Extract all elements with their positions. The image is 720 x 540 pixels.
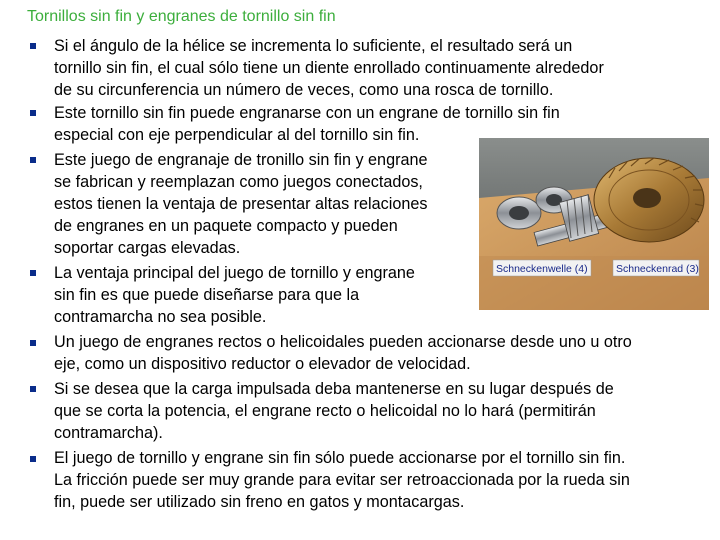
bullet-6-line-1: Si se desea que la carga impulsada deba mantenerse en su lugar después de [54, 380, 614, 398]
bullet-3-line-1: Este juego de engranaje de tronillo sin fin y engrane [54, 151, 428, 169]
bullet-7-line-3: fin, puede ser utilizado sin freno en gatos y montacargas. [54, 493, 465, 511]
bullet-1-line-1: Si el ángulo de la hélice se incrementa lo suficiente, el resultado será un [54, 37, 573, 55]
bullet-marker [30, 340, 36, 346]
bullet-4-line-2: sin fin es que puede diseñarse para que la [54, 286, 360, 304]
bullet-3-line-5: soportar cargas elevadas. [54, 239, 241, 257]
bullet-marker [30, 270, 36, 276]
worm-gear-illustration [479, 138, 709, 310]
bullet-6-line-3: contramarcha). [54, 424, 163, 442]
bullet-6-line-2: que se corta la potencia, el engrane recto o helicoidal no lo hará (permitirán [54, 402, 596, 420]
bullet-marker [30, 386, 36, 392]
worm-gear-photo [479, 138, 709, 310]
bullet-2-line-1: Este tornillo sin fin puede engranarse con un engrane de tornillo sin fin [54, 104, 560, 122]
bullet-4-line-1: La ventaja principal del juego de tornillo y engrane [54, 264, 415, 282]
bullet-3-line-3: estos tienen la ventaja de presentar altas relaciones [54, 195, 428, 213]
bullet-7-line-1: El juego de tornillo y engrane sin fin sólo puede accionarse por el tornillo sin fin. [54, 449, 626, 467]
bullet-1-line-3: de su circunferencia un número de veces, como una rosca de tornillo. [54, 81, 554, 99]
bullet-3-line-4: de engranes en un paquete compacto y pueden [54, 217, 398, 235]
slide-title: Tornillos sin fin y engranes de tornillo sin fin [27, 8, 336, 25]
photo-label-right: Schneckenrad (3) [616, 263, 699, 275]
bullet-5-line-1: Un juego de engranes rectos o helicoidales pueden accionarse desde uno u otro [54, 333, 632, 351]
bullet-marker [30, 110, 36, 116]
bullet-1-line-2: tornillo sin fin, el cual sólo tiene un diente enrollado continuamente alrededor [54, 59, 604, 77]
bullet-5-line-2: eje, como un dispositivo reductor o elevador de velocidad. [54, 355, 471, 373]
photo-label-left: Schneckenwelle (4) [496, 263, 588, 275]
bullet-3-line-2: se fabrican y reemplazan como juegos conectados, [54, 173, 423, 191]
bullet-7-line-2: La fricción puede ser muy grande para evitar ser retroaccionada por la rueda sin [54, 471, 630, 489]
bullet-4-line-3: contramarcha no sea posible. [54, 308, 267, 326]
bullet-marker [30, 43, 36, 49]
bullet-marker [30, 157, 36, 163]
bullet-marker [30, 456, 36, 462]
bullet-2-line-2: especial con eje perpendicular al del tornillo sin fin. [54, 126, 420, 144]
